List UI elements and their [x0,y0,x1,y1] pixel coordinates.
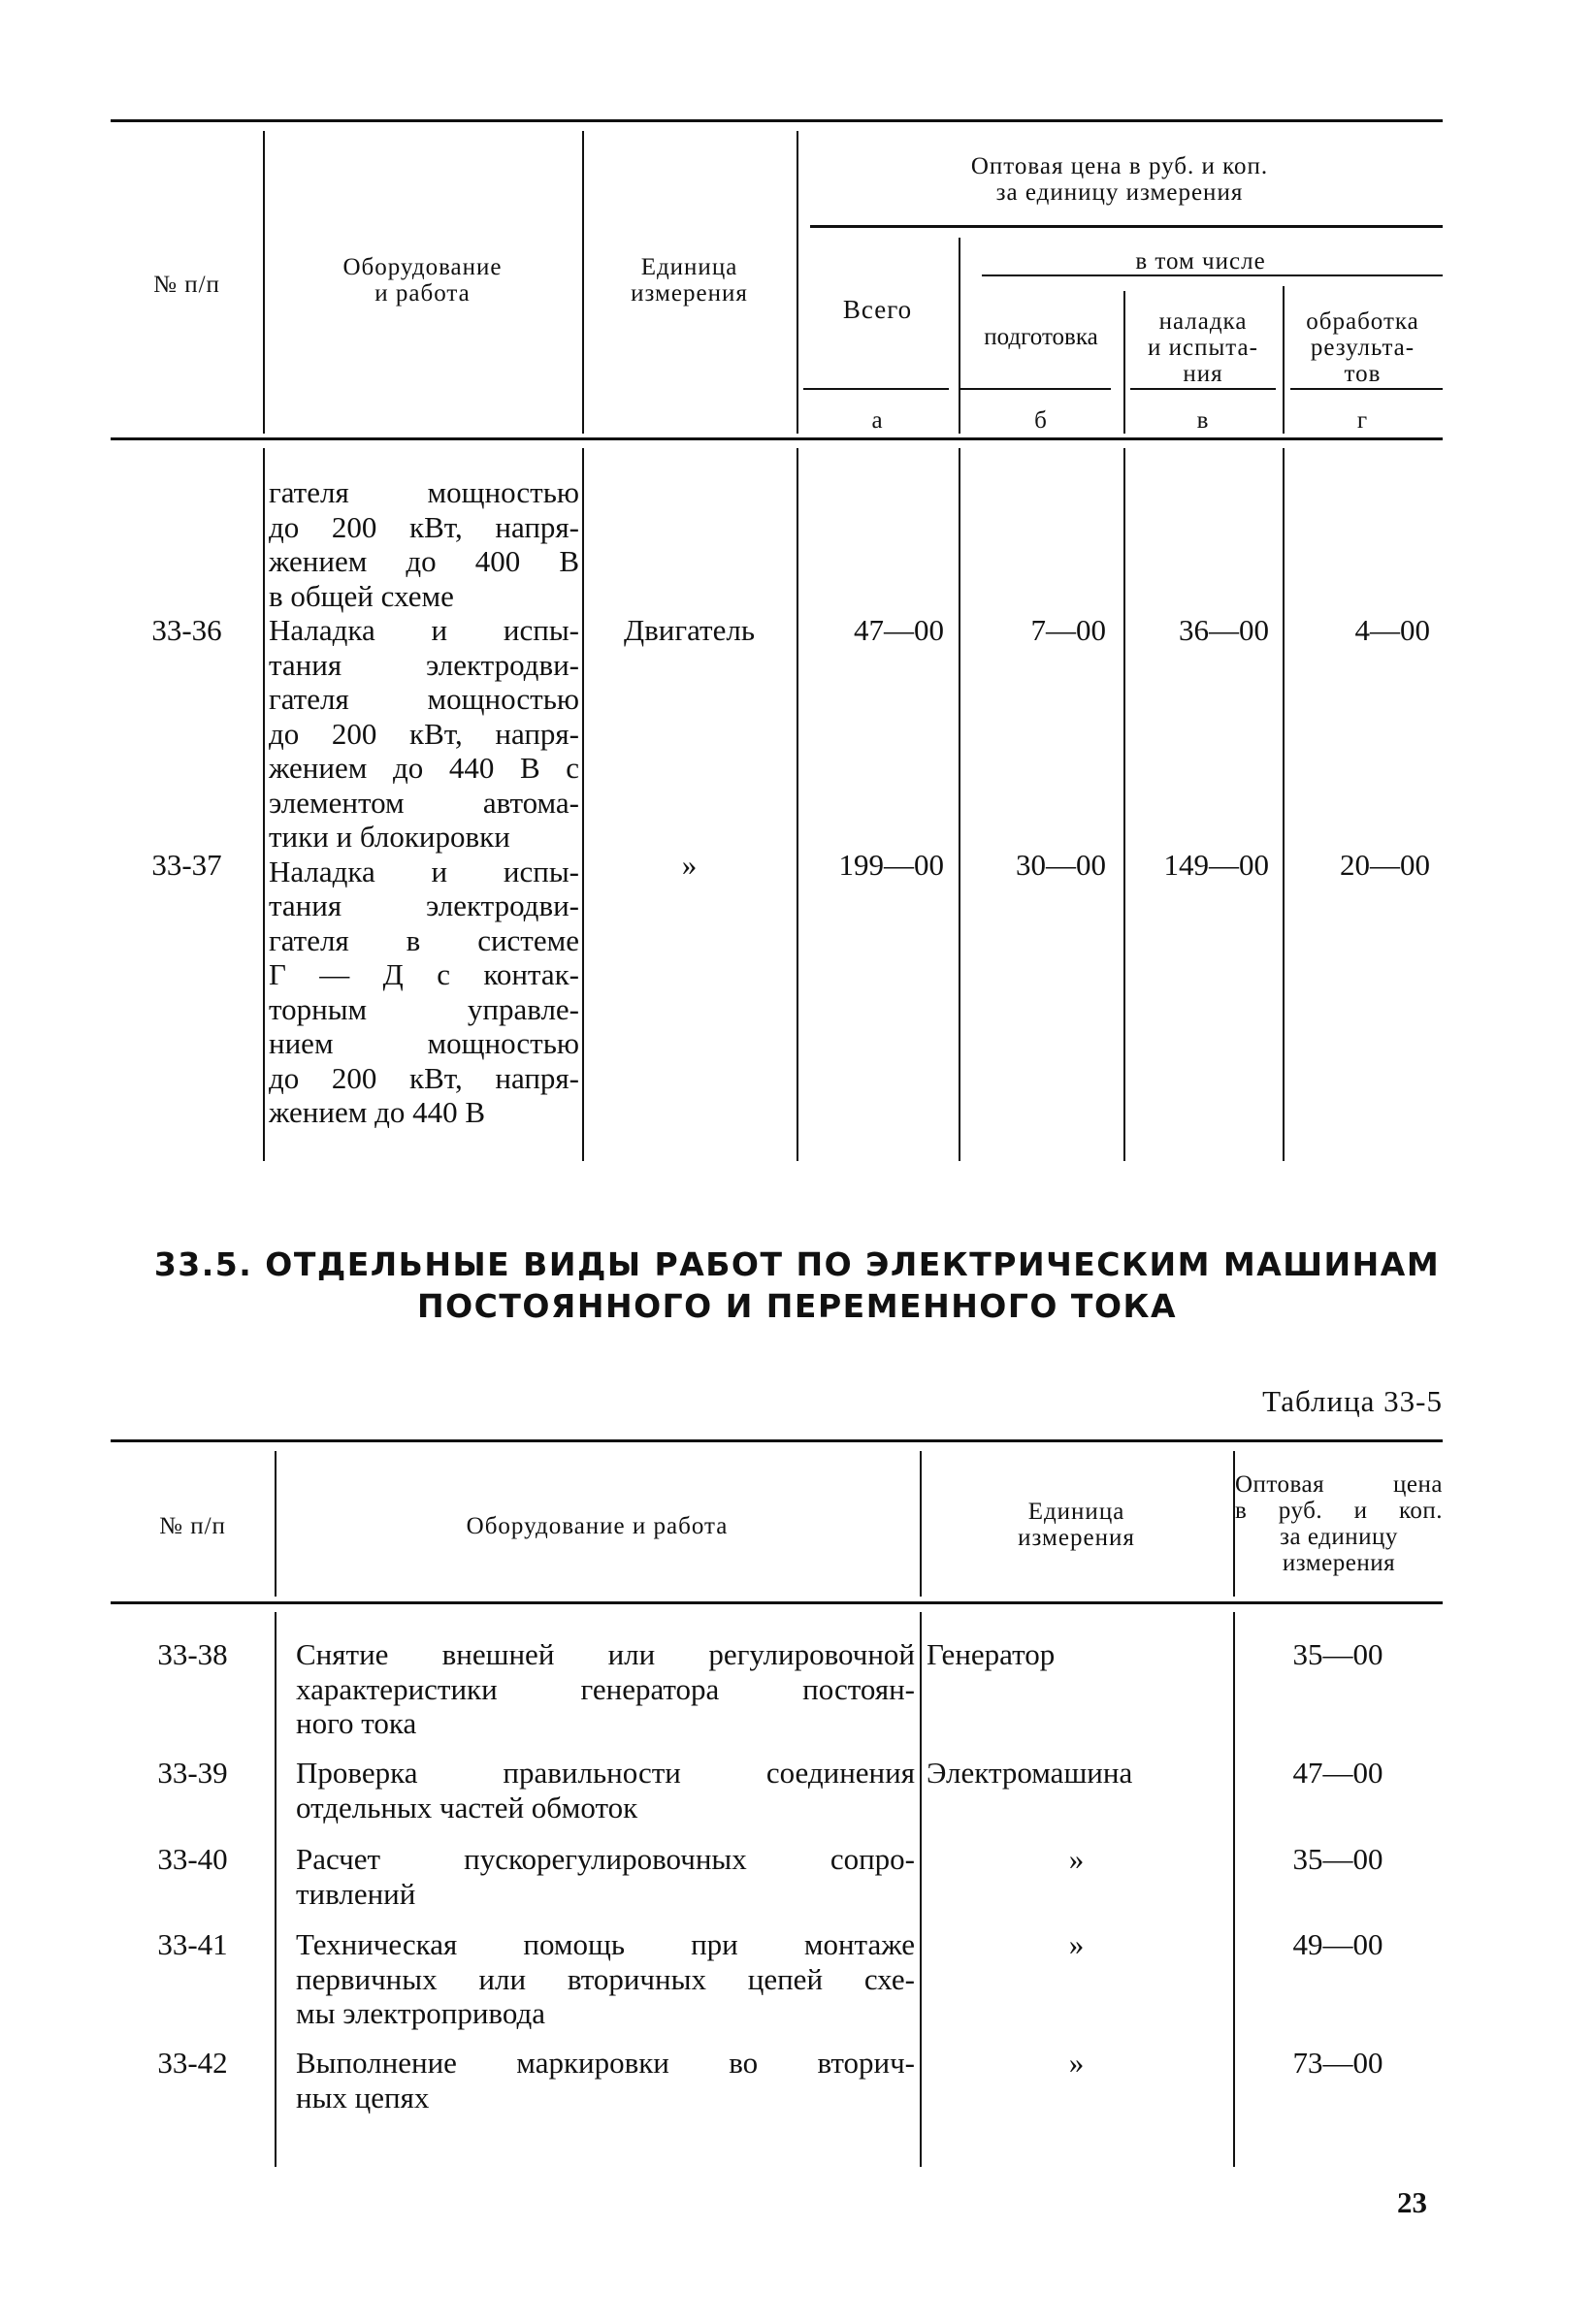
rule [1290,388,1443,390]
rule [1233,1612,1235,2167]
description-line: Г — Д с контак- [269,957,579,991]
row-number: 33-37 [151,848,222,882]
description-line: Выполнение маркировки во вторич- [296,2046,915,2080]
row-number: 33-42 [157,2046,228,2080]
row-total: 199—00 [838,848,944,882]
description-line: в общей схеме [269,578,454,613]
description-line: торным управле- [269,991,579,1026]
rule [982,274,1443,276]
row-unit: » [1068,1842,1085,1876]
description-line: отдельных частей обмоток [296,1790,638,1824]
row-unit: Генератор [927,1637,1056,1671]
table-label: Таблица 33-5 [1262,1384,1443,1418]
row-description [296,1756,915,1824]
row-number: 33-36 [151,613,222,647]
row-number: 33-40 [157,1842,228,1876]
row-price: 47—00 [1292,1756,1383,1790]
row-description [296,2046,915,2114]
header-line: тов [1344,361,1382,387]
header-equipment: Оборудование и работа [466,1513,729,1539]
header-line: Оптовая цена [1235,1471,1443,1498]
row-unit: » [681,848,698,882]
row-unit: Двигатель [624,613,755,647]
row-price: 73—00 [1292,2046,1383,2080]
description-line: гателя мощностью [269,682,579,716]
description-line: тания электродви- [269,647,579,682]
row-process: 4—00 [1354,613,1430,647]
description-line: Снятие внешней или регулировочной [296,1637,915,1671]
row-unit: » [1068,1927,1085,1961]
description-line: Расчет пускорегулировочных сопро- [296,1842,915,1876]
row-number: 33-38 [157,1637,228,1671]
header-line: обработка [1306,308,1419,335]
rule [797,448,798,1161]
section-title [0,1243,1594,1327]
description-line: тивлений [296,1876,416,1911]
row-adjust: 149—00 [1163,848,1269,882]
row-number: 33-41 [157,1927,228,1961]
row-price: 35—00 [1292,1637,1383,1671]
row-description [296,1637,915,1741]
description-line: до 200 кВт, напря- [269,509,579,544]
row-total: 47—00 [854,613,944,647]
rule [582,448,584,1161]
header-prep: подготовка [984,324,1098,350]
header-unit [920,1499,1233,1551]
header-line: измерения [1282,1550,1396,1576]
rule [263,448,265,1161]
header-equipment [263,254,582,307]
row-adjust: 36—00 [1179,613,1269,647]
row-description [296,1927,915,2031]
header-line: Оптовая цена в руб. и коп. [970,153,1269,179]
row-prep: 7—00 [1030,613,1106,647]
description-line: элементом автома- [269,785,579,820]
header-line: измерения [631,280,748,307]
description-line: гателя мощностью [269,475,579,509]
row-unit: » [1068,2046,1085,2080]
header-line: Оборудование [342,254,503,280]
rule [803,388,949,390]
row-number: 33-39 [157,1756,228,1790]
row-description [296,1842,915,1911]
header-line: измерения [1018,1525,1135,1551]
description-line: тания электродви- [269,888,579,922]
rule [920,1612,922,2167]
header-num: № п/п [159,1513,226,1539]
column-letter: г [1356,407,1369,434]
page-number: 23 [1397,2185,1427,2219]
rule [1283,448,1285,1161]
row-price: 35—00 [1292,1842,1383,1876]
header-line: и работа [374,280,471,307]
header-line: ния [1183,361,1223,387]
header-process [1283,308,1443,387]
rule [111,437,1443,440]
header-price [1235,1471,1443,1576]
rule [111,1601,1443,1604]
rule [111,1439,1443,1442]
section-title-line: 33.5. ОТДЕЛЬНЫЕ ВИДЫ РАБОТ ПО ЭЛЕКТРИЧЕСКИМ МАШИНАМ [153,1245,1441,1283]
description-line: характеристики генератора постоян- [296,1671,915,1706]
header-line: в руб. и коп. [1235,1498,1443,1524]
rule [1123,448,1125,1161]
description-line: Техническая помощь при монтаже [296,1927,915,1961]
description-line: гателя в системе [269,922,579,957]
description-line: ного тока [296,1706,417,1740]
row-price: 49—00 [1292,1927,1383,1961]
rule [960,388,1111,390]
header-line: наладка [1158,308,1248,335]
rule [810,225,1443,228]
header-line: Единица [640,254,738,280]
description-line: нием мощностью [269,1026,579,1060]
header-including: в том числе [1135,248,1266,274]
column-letter: в [1196,407,1210,434]
header-line: за единицу [1280,1524,1398,1550]
rule [1130,388,1276,390]
header-price [797,153,1443,206]
description-line: ных цепях [296,2080,430,2114]
header-line: Единица [1027,1499,1125,1525]
description-line: Наладка и испы- [269,613,579,647]
row-prep: 30—00 [1016,848,1106,882]
description-line: жением до 400 В [269,544,579,578]
description-line: тики и блокировки [269,820,510,854]
rule [111,119,1443,122]
column-letter: б [1034,407,1048,434]
description-line: жением до 440 В с [269,751,579,785]
description-line: жением до 440 В [269,1095,486,1129]
header-num: № п/п [153,272,220,298]
description-line: Наладка и испы- [269,854,579,888]
description-column [269,475,579,1130]
column-letter: а [871,407,884,434]
description-line: Проверка правильности соединения [296,1756,915,1790]
header-line: и испыта- [1148,335,1258,361]
header-unit [582,254,797,307]
row-process: 20—00 [1340,848,1430,882]
description-line: мы электропривода [296,1996,545,2030]
header-adjust [1123,308,1283,387]
rule [959,448,960,1161]
description-line: до 200 кВт, напря- [269,1060,579,1095]
header-total: Всего [842,295,913,324]
header-line: за единицу измерения [995,179,1244,206]
header-line: результа- [1310,335,1415,361]
rule [275,1612,277,2167]
row-unit: Электромашина [927,1756,1133,1790]
section-title-line: ПОСТОЯННОГО И ПЕРЕМЕННОГО ТОКА [416,1287,1178,1325]
description-line: первичных или вторичных цепей схе- [296,1961,915,1996]
description-line: до 200 кВт, напря- [269,716,579,751]
